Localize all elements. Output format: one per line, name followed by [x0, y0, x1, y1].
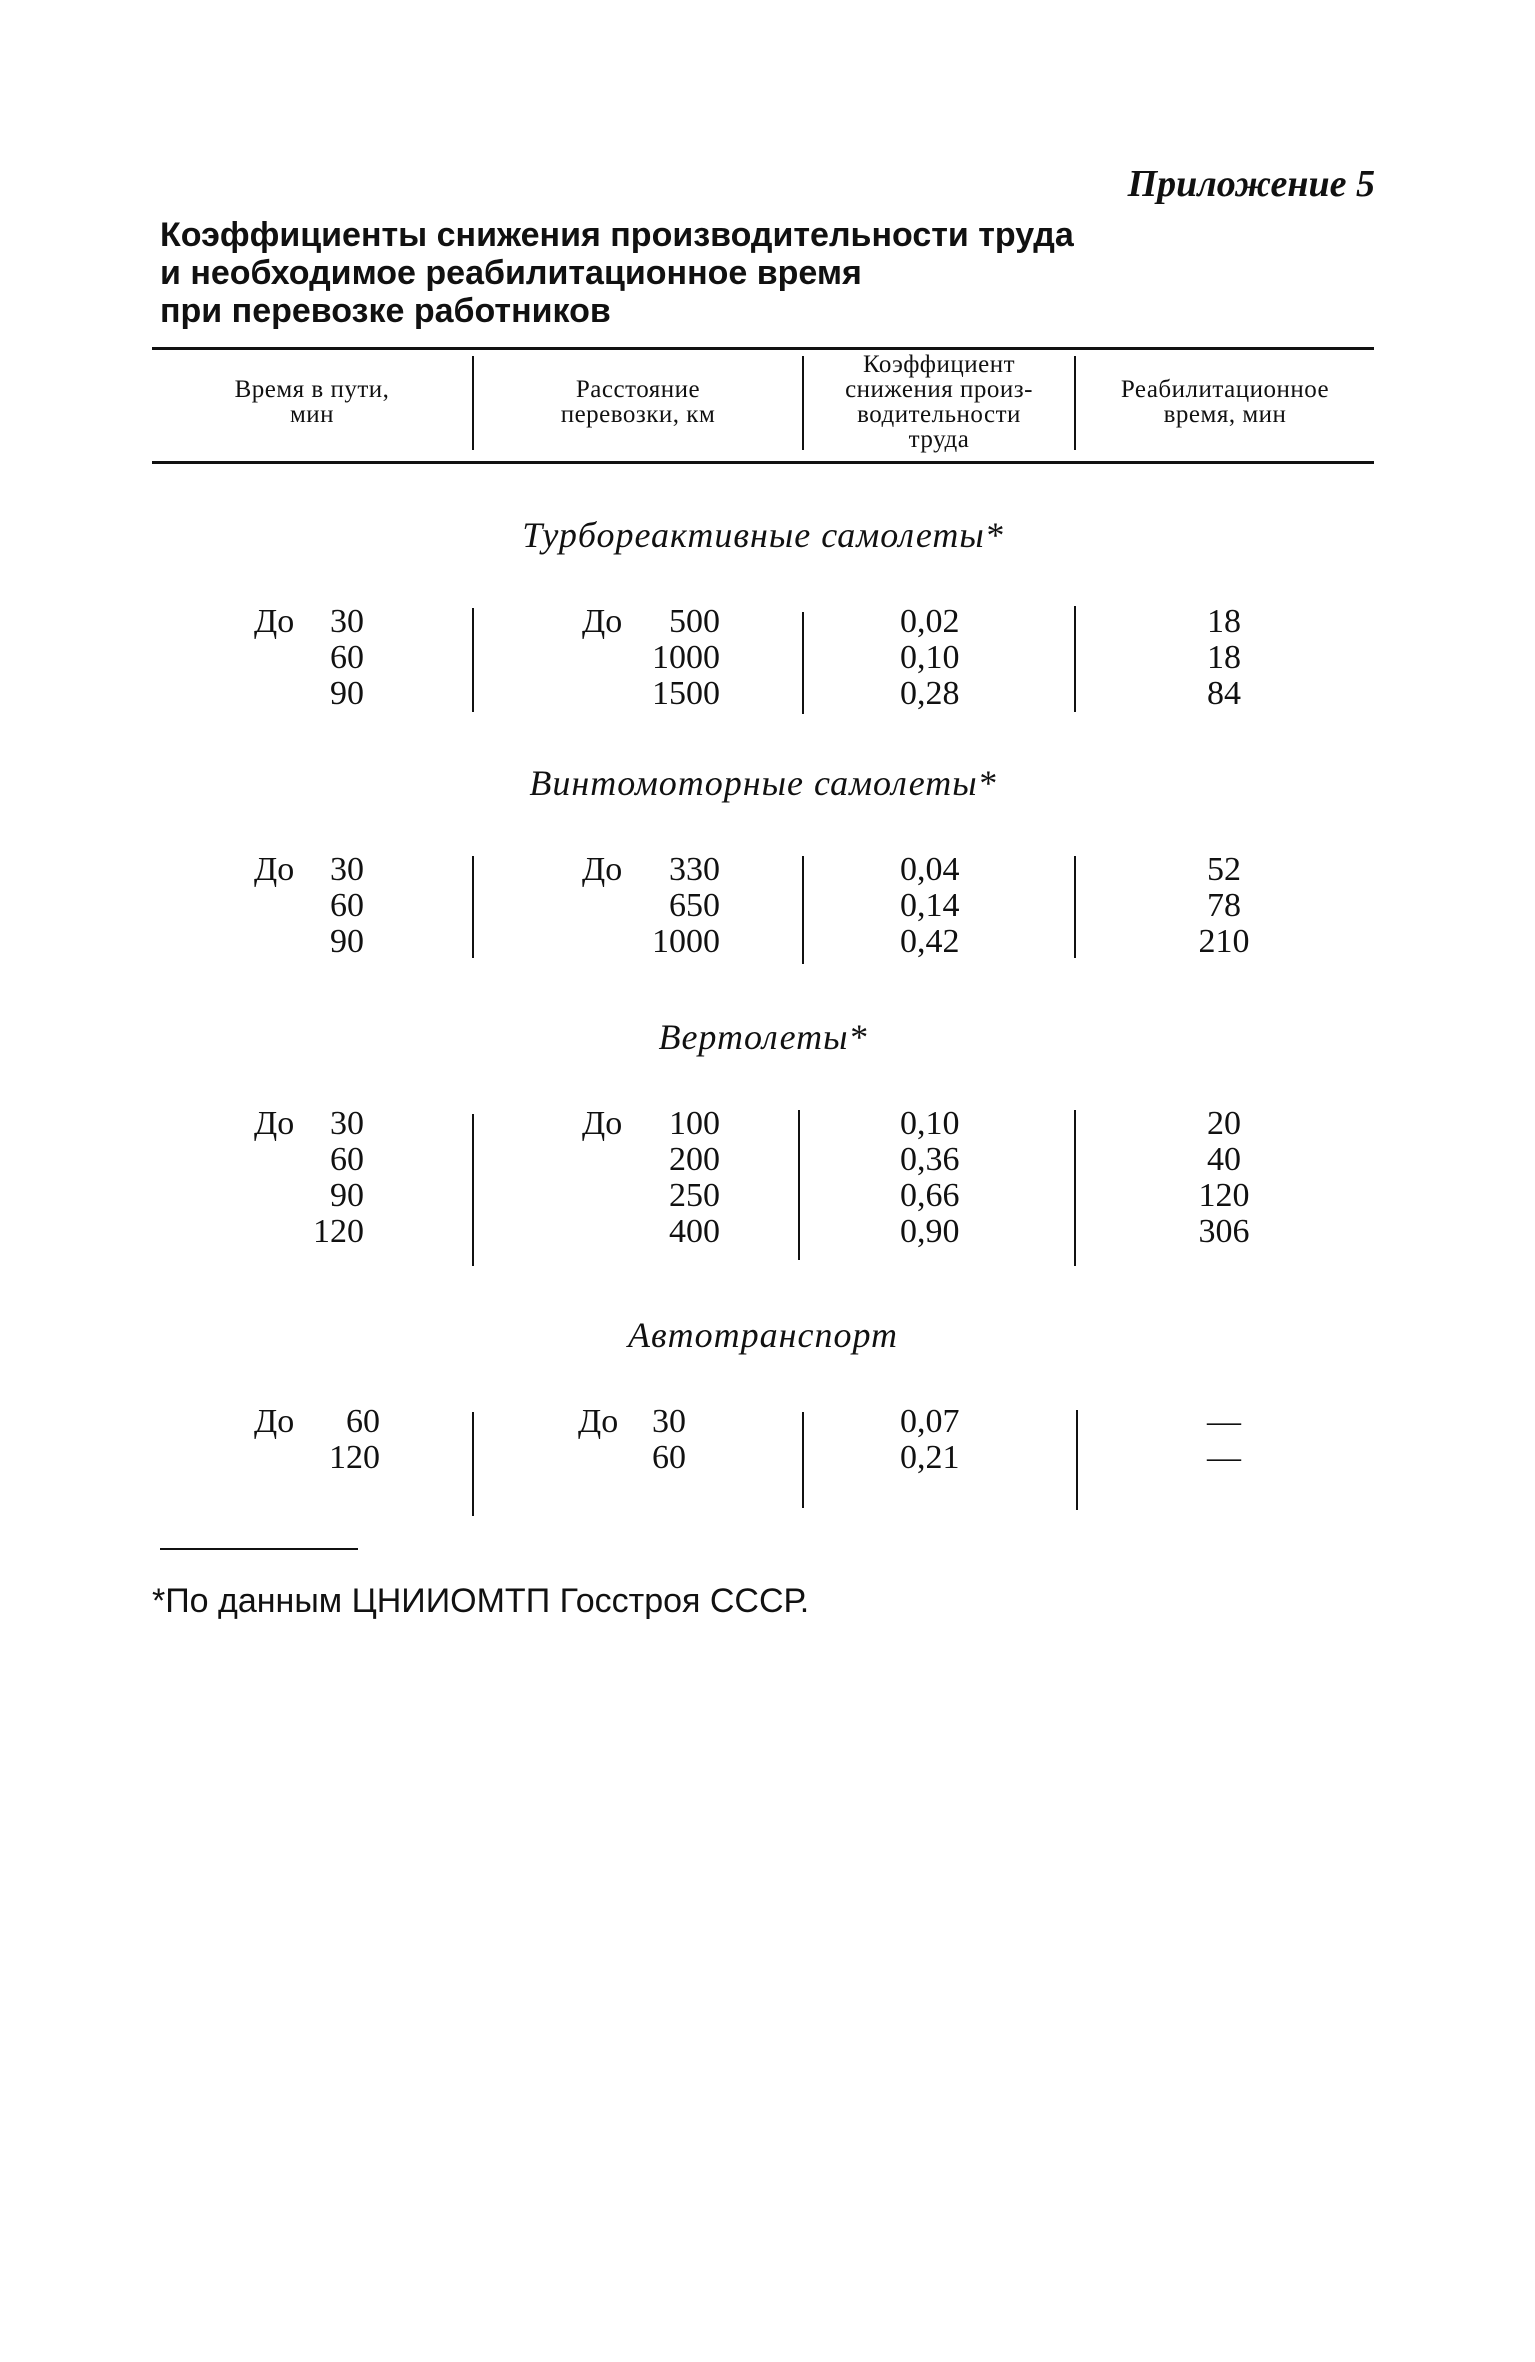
rehab-value: 20 — [1207, 1105, 1241, 1142]
column-divider — [1074, 606, 1076, 712]
section-title-helicopters: Вертолеты* — [658, 1017, 868, 1057]
distance-prefix: До — [582, 1105, 623, 1142]
distance-prefix: До — [578, 1403, 619, 1440]
rehab-value: 210 — [1198, 923, 1250, 960]
column-divider — [798, 1110, 800, 1260]
time-value: 30 — [330, 851, 364, 888]
column-divider — [1074, 1110, 1076, 1266]
time-value: 60 — [330, 1141, 364, 1178]
header-distance — [474, 350, 802, 454]
coefficient-value: 0,10 — [900, 639, 960, 676]
distance-value: 330 — [669, 851, 720, 888]
coefficient-value: 0,04 — [900, 851, 960, 888]
column-divider — [802, 1412, 804, 1508]
distance-value: 1000 — [652, 639, 720, 676]
table-row — [152, 1404, 1374, 1440]
coefficient-value: 0,42 — [900, 923, 960, 960]
header-divider-1 — [472, 356, 474, 450]
distance-value: 100 — [669, 1105, 720, 1142]
section-title-turbojet: Турбореактивные самолеты* — [522, 515, 1004, 555]
title-line-3: при перевозке работников — [160, 292, 611, 330]
header-rehab — [1076, 350, 1374, 454]
distance-value: 500 — [669, 603, 720, 640]
time-value: 120 — [329, 1439, 380, 1476]
coefficient-value: 0,28 — [900, 675, 960, 712]
header-rehab-line-2: время, мин — [1163, 401, 1287, 428]
rehab-value: — — [1207, 1439, 1241, 1476]
rehab-value: 306 — [1198, 1213, 1250, 1250]
table-header-rule — [152, 461, 1374, 464]
header-time — [152, 350, 472, 454]
header-coefficient-line-2: снижения произ- — [845, 376, 1033, 403]
header-distance-line-1: Расстояние — [575, 376, 701, 403]
coefficient-value: 0,66 — [900, 1177, 960, 1214]
coefficient-value: 0,07 — [900, 1403, 960, 1440]
column-divider — [802, 612, 804, 714]
distance-value: 200 — [669, 1141, 720, 1178]
column-divider — [1076, 1410, 1078, 1510]
header-divider-2 — [802, 356, 804, 450]
time-value: 90 — [330, 675, 364, 712]
section-group-turbojet — [152, 604, 1374, 712]
rehab-value: 78 — [1207, 887, 1241, 924]
distance-value: 1000 — [652, 923, 720, 960]
column-divider — [1074, 856, 1076, 958]
time-prefix: До — [254, 851, 295, 888]
header-coefficient-line-4: труда — [908, 426, 970, 453]
time-value: 60 — [346, 1403, 380, 1440]
table-row — [152, 852, 1374, 888]
distance-prefix: До — [582, 603, 623, 640]
time-value: 30 — [330, 1105, 364, 1142]
time-prefix: До — [254, 1403, 295, 1440]
coefficient-value: 0,90 — [900, 1213, 960, 1250]
time-value: 30 — [330, 603, 364, 640]
time-value: 60 — [330, 639, 364, 676]
distance-value: 60 — [652, 1439, 686, 1476]
section-group-road-transport — [152, 1404, 1374, 1476]
rehab-value: 120 — [1198, 1177, 1250, 1214]
coefficient-value: 0,14 — [900, 887, 960, 924]
time-value: 90 — [330, 923, 364, 960]
rehab-value: 18 — [1207, 603, 1241, 640]
table-row — [152, 604, 1374, 640]
rehab-value: — — [1207, 1403, 1241, 1440]
distance-value: 30 — [652, 1403, 686, 1440]
header-rehab-line-1: Реабилитационное — [1120, 376, 1330, 403]
distance-value: 250 — [669, 1177, 720, 1214]
appendix-label: Приложение 5 — [1127, 163, 1375, 205]
footnote-rule — [160, 1548, 358, 1550]
time-prefix: До — [254, 603, 295, 640]
table-row — [152, 1214, 1374, 1250]
column-divider — [472, 1412, 474, 1516]
coefficient-value: 0,10 — [900, 1105, 960, 1142]
time-value: 60 — [330, 887, 364, 924]
time-value: 120 — [313, 1213, 364, 1250]
coefficient-value: 0,02 — [900, 603, 960, 640]
header-time-line-1: Время в пути, — [234, 376, 390, 403]
column-divider — [802, 856, 804, 964]
rehab-value: 40 — [1207, 1141, 1241, 1178]
column-divider — [472, 1114, 474, 1266]
header-divider-3 — [1074, 356, 1076, 450]
table-row — [152, 1440, 1374, 1476]
distance-value: 400 — [669, 1213, 720, 1250]
title-line-2: и необходимое реабилитационное время — [160, 254, 862, 292]
rehab-value: 18 — [1207, 639, 1241, 676]
section-title-propeller: Винтомоторные самолеты* — [529, 763, 997, 803]
document-title — [160, 216, 1160, 330]
header-coefficient-line-3: водительности — [857, 401, 1021, 428]
rehab-value: 84 — [1207, 675, 1241, 712]
column-divider — [472, 608, 474, 712]
time-value: 90 — [330, 1177, 364, 1214]
distance-value: 1500 — [652, 675, 720, 712]
header-distance-line-2: перевозки, км — [560, 401, 716, 428]
header-coefficient-line-1: Коэффициент — [862, 351, 1016, 378]
title-line-1: Коэффициенты снижения производительности труда — [160, 216, 1074, 254]
section-title-road-transport: Автотранспорт — [628, 1315, 898, 1355]
footnote: *По данным ЦНИИОМТП Госстроя СССР. — [152, 1582, 810, 1620]
distance-value: 650 — [669, 887, 720, 924]
coefficient-value: 0,36 — [900, 1141, 960, 1178]
table-row — [152, 1178, 1374, 1214]
table-row — [152, 1106, 1374, 1142]
header-time-line-2: мин — [289, 401, 335, 428]
coefficient-value: 0,21 — [900, 1439, 960, 1476]
time-prefix: До — [254, 1105, 295, 1142]
column-divider — [472, 856, 474, 958]
header-coefficient — [804, 350, 1074, 454]
distance-prefix: До — [582, 851, 623, 888]
table-row — [152, 924, 1374, 960]
table-row — [152, 676, 1374, 712]
section-group-helicopters — [152, 1106, 1374, 1250]
rehab-value: 52 — [1207, 851, 1241, 888]
table-row — [152, 640, 1374, 676]
table-row — [152, 888, 1374, 924]
section-group-propeller — [152, 852, 1374, 960]
table-row — [152, 1142, 1374, 1178]
